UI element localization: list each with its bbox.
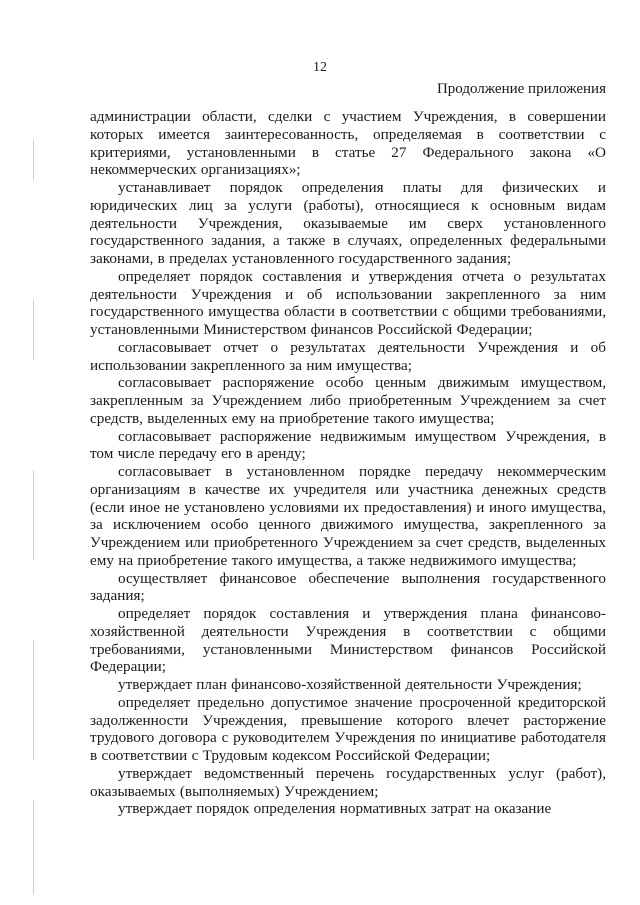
- scan-margin-line: [33, 800, 34, 895]
- paragraph: согласовывает распоряжение недвижимым имуществом Учреждения, в том числе передачу его в аренду;: [90, 427, 606, 463]
- page-number: 12: [313, 60, 327, 75]
- annex-continuation-note: Продолжение приложения: [436, 81, 606, 97]
- paragraph: утверждает план финансово-хозяйственной деятельности Учреждения;: [118, 676, 582, 693]
- paragraph: определяет порядок составления и утверждения плана финансово-хозяйственной деятельности Учреждения в соответствии с общими требованиями, установленными Министерством финансов Российской Федерации;: [90, 605, 606, 676]
- paragraph: утверждает порядок определения нормативных затрат на оказание: [118, 800, 552, 818]
- paragraph: устанавливает порядок определения платы для физических и юридических лиц за услуги (работы), относящиеся к основным видам деятельности Учреждения, оказываемые им сверх установленного государственного задания, а также в случаях, определенных федеральными законами, в пределах установленного государственного задания;: [90, 179, 606, 267]
- document-body: [90, 108, 606, 818]
- paragraph: определяет предельно допустимое значение просроченной кредиторской задолженности Учреждения, превышение которого влечет расторжение трудового договора с руководителем Учреждения по инициативе работодателя в соответствии с Трудовым кодексом Российской Федерации;: [90, 693, 606, 764]
- paragraph: администрации области, сделки с участием Учреждения, в совершении которых имеется заинтересованность, определяемая в соответствии с критериями, установленными в статье 27 Федерального закона «О некоммерческих организациях»;: [90, 108, 606, 179]
- paragraph: согласовывает распоряжение особо ценным движимым имуществом, закрепленным за Учреждением либо приобретенным Учреждением за счет средств, выделенных ему на приобретение такого имущества;: [90, 374, 606, 427]
- scan-margin-line: [33, 300, 34, 360]
- paragraph: осуществляет финансовое обеспечение выполнения государственного задания;: [90, 569, 606, 605]
- paragraph: согласовывает в установленном порядке передачу некоммерческим организациям в качестве их учредителя или участника денежных средств (если иное не установлено условиями их предоставления) и иного имущества, за исключением особо ценного движимого имущества, закрепленного за Учреждением или приобретенного Учреждением за счет средств, выделенных ему на приобретение такого имущества, а также недвижимого имущества;: [90, 463, 606, 569]
- scan-margin-line: [33, 470, 34, 560]
- scan-margin-line: [33, 140, 34, 180]
- paragraph: определяет порядок составления и утверждения отчета о результатах деятельности Учреждения и об использовании закрепленного за ним государственного имущества области в соответствии с общими требованиями, установленными Министерством финансов Российской Федерации;: [90, 267, 606, 338]
- scan-margin-line: [33, 640, 34, 760]
- paragraph: согласовывает отчет о результатах деятельности Учреждения и об использовании закрепленного за ним имущества;: [90, 338, 606, 374]
- paragraph: утверждает ведомственный перечень государственных услуг (работ), оказываемых (выполняемых) Учреждением;: [90, 764, 606, 800]
